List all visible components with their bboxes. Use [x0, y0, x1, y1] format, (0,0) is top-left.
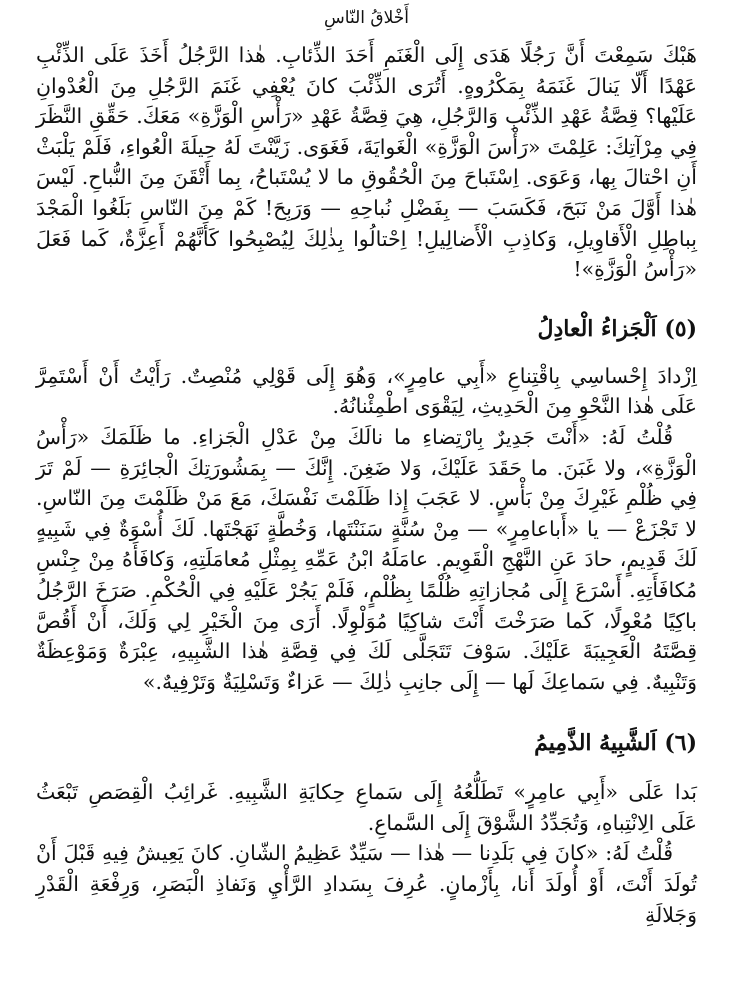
section-5-heading: (٥) اَلْجَزاءُ الْعادِلُ — [537, 315, 697, 342]
section-6-heading: (٦) اَلشَّبِيهُ الذَّمِيمُ — [534, 730, 697, 757]
section-6-paragraph: بَدا عَلَى «أَبِي عامِرٍ» تَطَلُّعُهُ إِلَى سَماعِ حِكايَةِ الشَّبِيهِ. غَرائِبُ الْقِصَصِ تَبْعَثُ عَلَى الِانْتِباهِ، وَتُجَدِّدُ الشَّوْقَ إِلَى السَّماعِ. — [36, 780, 697, 835]
section-5-paragraph: اِزْدادَ إِحْساسِي بِاقْتِناعِ «أَبِي عامِرٍ»، وَهُوَ إِلَى قَوْلِي مُنْصِتٌ. رَأَيْتُ أَنْ أَسْتَمِرَّ عَلَى هٰذا النَّحْوِ مِنَ الْحَدِيثِ، لِيَقْوَى اطْمِئْنانُهُ. — [36, 363, 697, 419]
section-6-paragraph: قُلْتُ لَهُ: «كانَ فِي بَلَدِنا — هٰذا — سَيِّدٌ عَظِيمُ الشّانِ. كانَ يَعِيشُ فِيهِ قَبْلَ أَنْ تُولَدَ أَنْتَ، أَوْ أُولَدَ أَنا، بِأَزْمانٍ. عُرِفَ بِسَدادِ الرَّأْيِ وَنَفاذِ الْبَصَرِ، وَرِفْعَةِ الْقَدْرِ وَجَلالَةِ — [36, 841, 697, 927]
running-head: أَخْلاقُ النّاسِ — [324, 8, 409, 28]
paragraph-intro: هَبْكَ سَمِعْتَ أَنَّ رَجُلًا هَدَى إِلَى الْغَنَمِ أَحَدَ الذِّئابِ. هٰذا الرَّجُلُ أَخَذَ عَلَى الذِّئْبِ عَهْدًا أَلّا يَنالَ غَنَمَهُ بِمَكْرُوهٍ. أَتُرَى الذِّئْبَ كانَ يُعْفِي غَنَمَ الرَّجُلِ مِنَ الْعُدْوانِ عَلَيْها؟ قِصَّةُ عَهْدِ الذِّئْبِ وَالرَّجُلِ، هِيَ قِصَّةُ عَهْدِ «رَأْسِ الْوَزَّةِ» مَعَكَ. حَقِّقِ النَّظَرَ فِي مِرْآتِكَ: عَلِمْتَ «رَأْسَ الْوَزَّةِ» الْغَوايَةَ، فَغَوَى. زَيَّنْتَ لَهُ حِيلَةَ الْعُواءِ، فَلَمْ يَلْبَثْ أَنِ احْتالَ بِها، وَعَوَى. اِسْتَباحَ مِنَ الْحُقُوقِ ما لا يُسْتَباحُ، بِما أَتْقَنَ مِنَ النُّباحِ. لَيْسَ هٰذا أَوَّلَ مَنْ نَبَحَ، فَكَسَبَ — بِفَضْلِ نُباحِهِ — وَرَبِحَ! كَمْ مِنَ النّاسِ بَلَغُوا الْمَجْدَ بِباطِلِ الْأَقاوِيلِ، وَكاذِبِ الْأَضالِيلِ! اِحْتالُوا بِذٰلِكَ لِيُصْبِحُوا كَأَنَّهُمْ أَعِزَّةٌ، كَما فَعَلَ «رَأْسُ الْوَزَّةِ»! — [36, 43, 697, 282]
section-5-paragraph: قُلْتُ لَهُ: «أَنْتَ جَدِيرٌ بِارْتِضاءِ ما نالَكَ مِنْ عَدْلِ الْجَزاءِ. ما ظَلَمَكَ «رَأْسُ الْوَزَّةِ»، ولا غَبَنَ. ما حَقَدَ عَلَيْكَ، وَلا ضَغِنَ. إِنَّكَ — بِمَشُورَتِكَ الْجائِرَةِ — لَمْ تَرَ فِي ظُلْمِ غَيْرِكَ مِنْ بَأْسٍ. لا عَجَبَ إِذا ظَلَمْتَ نَفْسَكَ، مَعَ مَنْ ظَلَمْتَ مِنَ النّاسِ. لا تَجْزَعْ — يا «أَباعامِرٍ» — مِنْ سُنَّةٍ سَنَنْتَها، وَخُطَّةٍ نَهَجْتَها. لَكَ أُسْوَةٌ فِي شَبِيهٍ لَكَ قَدِيمٍ، حادَ عَنِ النَّهْجِ الْقَوِيمِ. عامَلَهُ ابْنُ عَمِّهِ بِمِثْلِ مُعامَلَتِهِ، وَكافَأَهُ مِنْ جِنْسِ مُكافَأَتِهِ. أَسْرَعَ إِلَى مُجازاتِهِ ظُلْمًا بِظُلْمٍ، فَلَمْ يَجُرْ عَلَيْهِ فِي الْحُكْمِ. صَرَخَ الرَّجُلُ باكِيًا مُعْوِلًا، كَما صَرَخْتَ أَنْتَ شاكِيًا مُوَلْوِلًا. أَرَى مِنَ الْخَيْرِ لِي وَلَكَ، أَنْ أَقُصَّ قِصَّتَهُ الْعَجِيبَةَ عَلَيْكَ. سَوْفَ تَتَجَلَّى لَكَ فِي قِصَّةِ هٰذا الشَّبِيهِ، عِبْرَةٌ وَمَوْعِظَةٌ وَتَنْبِيهٌ. فِي سَماعِكَ لَها — إِلَى جانِبِ ذٰلِكَ — عَزاءٌ وَتَسْلِيَةٌ وَتَرْفِيهٌ.» — [36, 424, 697, 694]
